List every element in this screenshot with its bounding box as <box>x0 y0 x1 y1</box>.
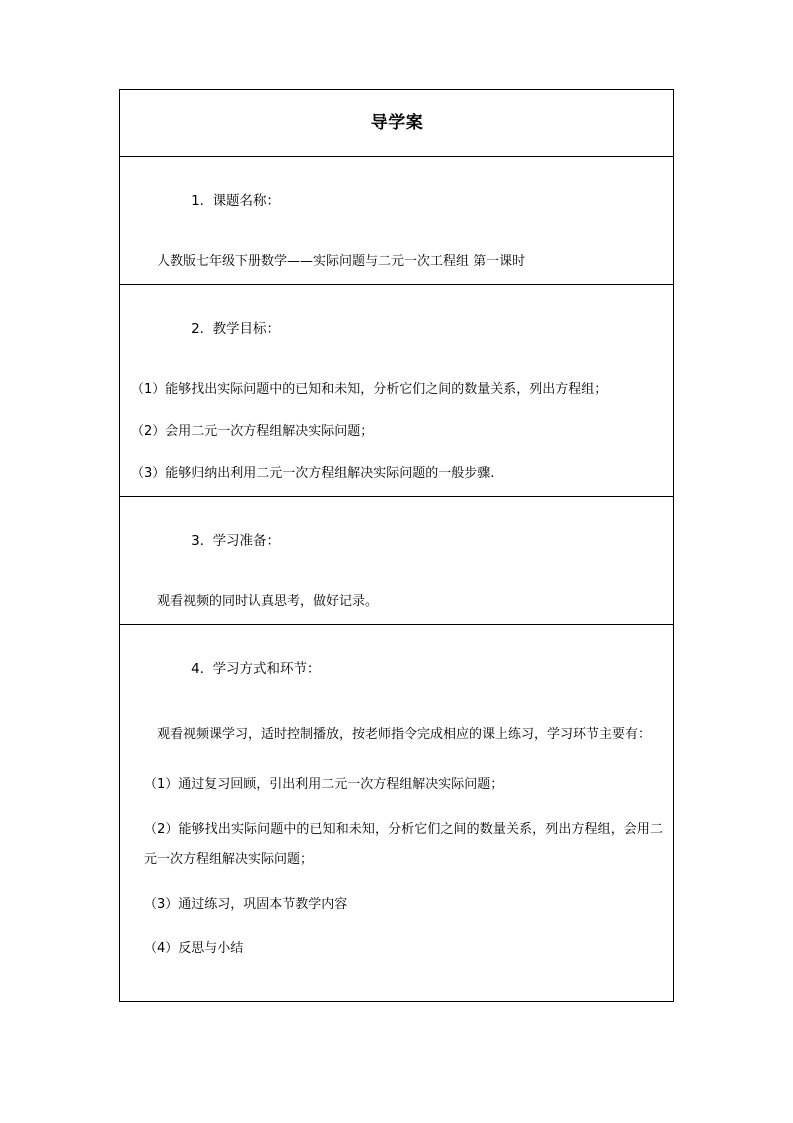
section-number-1: 1. <box>191 193 204 210</box>
table-row-title <box>120 90 674 157</box>
table-row <box>120 284 674 496</box>
method-item-3: （3）通过练习，巩固本节教学内容 <box>144 896 348 912</box>
method-item-2: （2）能够找出实际问题中的已知和未知，分析它们之间的数量关系，列出方程组，会用二元一次方程组解决实际问题； <box>144 821 663 868</box>
section-cell-4 <box>120 624 674 1001</box>
method-item-4: （4）反思与小结 <box>144 941 244 957</box>
section-cell-2 <box>120 284 674 496</box>
objective-item-3: （3）能够归纳出利用二元一次方程组解决实际问题的一般步骤. <box>131 465 495 481</box>
section-heading-text-4: 学习方式和环节： <box>212 661 321 678</box>
section-heading-4 <box>131 639 663 700</box>
page-title: 导学案 <box>370 112 424 133</box>
section-heading-1 <box>131 171 663 232</box>
section-heading-3 <box>131 511 663 572</box>
section-cell-1 <box>120 157 674 285</box>
section-number-4: 4. <box>191 661 204 678</box>
section-heading-text-1: 课题名称： <box>212 193 281 210</box>
section-number-3: 3. <box>191 533 204 550</box>
objective-item-2: （2）会用二元一次方程组解决实际问题； <box>131 423 374 439</box>
table-row <box>120 157 674 285</box>
spacer <box>131 750 663 770</box>
section-number-2: 2. <box>191 321 204 338</box>
section-body-line: 人教版七年级下册数学——实际问题与二元一次工程组 第一课时 <box>157 253 526 269</box>
section-cell-3 <box>120 497 674 625</box>
spacer <box>131 801 663 815</box>
table-row <box>120 624 674 1001</box>
table-row <box>120 497 674 625</box>
spacer <box>131 876 663 890</box>
section-heading-text-2: 教学目标： <box>212 321 281 338</box>
title-cell <box>120 90 674 157</box>
section-heading-2 <box>131 299 663 360</box>
method-intro-paragraph: 观看视频课学习，适时控制播放，按老师指令完成相应的课上练习，学习环节主要有： <box>157 726 652 742</box>
lesson-plan-table <box>119 89 674 1002</box>
objective-item-1: （1）能够找出实际问题中的已知和未知，分析它们之间的数量关系，列出方程组； <box>131 381 608 397</box>
preparation-body-line: 观看视频的同时认真思考，做好记录。 <box>157 593 379 609</box>
spacer <box>131 920 663 934</box>
section-heading-text-3: 学习准备： <box>212 533 281 550</box>
method-item-1: （1）通过复习回顾，引出利用二元一次方程组解决实际问题； <box>144 777 504 793</box>
